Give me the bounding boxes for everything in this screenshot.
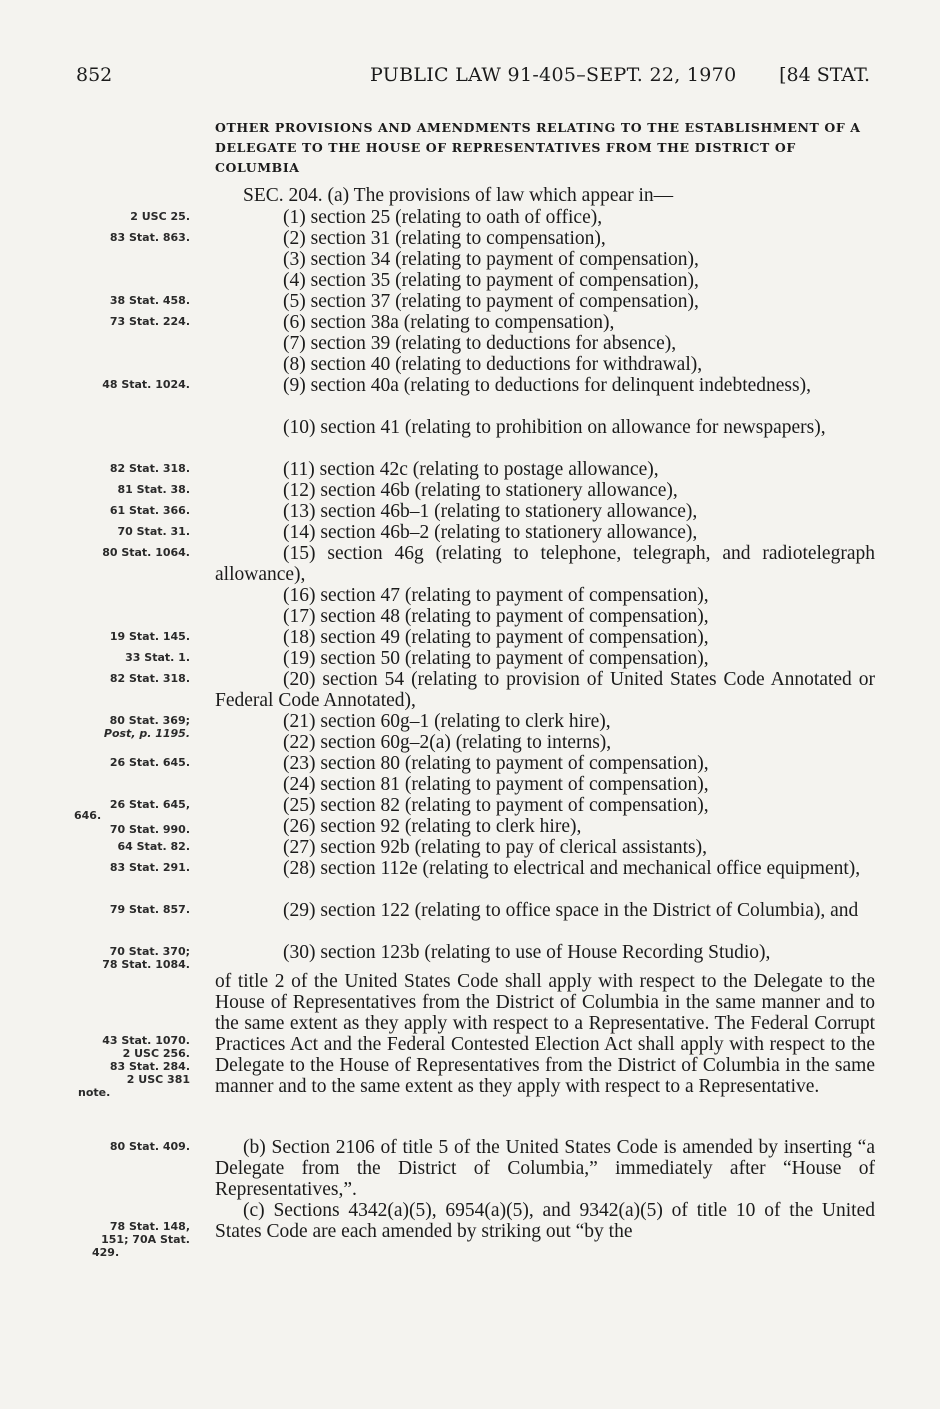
margin-note: note. (78, 1086, 111, 1099)
list-item: (7) section 39 (relating to deductions for absence), (283, 333, 677, 354)
list-item: (29) section 122 (relating to office space in the District of Columbia), and (283, 900, 859, 921)
margin-note: 26 Stat. 645. (109, 756, 190, 769)
list-item: (5) section 37 (relating to payment of compensation), (283, 291, 699, 312)
paragraph-b: (b) Section 2106 of title 5 of the United States Code is amended by inserting “a Delegate from the District of Columbia,” immediately after “House of Representatives,”. (215, 1137, 875, 1200)
margin-note: 429. (92, 1246, 120, 1259)
list-item: (26) section 92 (relating to clerk hire), (283, 816, 582, 837)
margin-note: 83 Stat. 284. (109, 1060, 190, 1073)
list-item: (13) section 46b–1 (relating to stationery allowance), (283, 501, 698, 522)
list-item: (9) section 40a (relating to deductions for delinquent indebtedness), (283, 375, 811, 396)
paragraph-c: (c) Sections 4342(a)(5), 6954(a)(5), and 9342(a)(5) of title 10 of the United States Code are each amended by striking out “by the (215, 1200, 875, 1242)
main-paragraph: of title 2 of the United States Code shall apply with respect to the Delegate to the House of Representatives from the District of Columbia in the same manner and to the same extent as they apply with respect to a Representative. The Federal Corrupt Practices Act and the Federal Contested Election Act shall apply with respect to the Delegate to the House of Representatives from the District of Columbia in the same manner and to the same extent as they apply with respect to a Representative. (215, 971, 875, 1097)
list-item: (4) section 35 (relating to payment of compensation), (283, 270, 699, 291)
margin-note: 80 Stat. 1064. (102, 546, 190, 559)
page-header (70, 60, 870, 92)
margin-note: 78 Stat. 148, (109, 1220, 190, 1233)
margin-note: 2 USC 256. (122, 1047, 190, 1060)
list-item: (2) section 31 (relating to compensation), (283, 228, 606, 249)
margin-note: 83 Stat. 863. (109, 231, 190, 244)
margin-note: 78 Stat. 1084. (102, 958, 190, 971)
list-item: (23) section 80 (relating to payment of compensation), (283, 753, 709, 774)
margin-note: 83 Stat. 291. (109, 861, 190, 874)
list-item: (12) section 46b (relating to stationery allowance), (283, 480, 678, 501)
section-intro: SEC. 204. (a) The provisions of law which appear in— (243, 185, 674, 206)
list-item: (18) section 49 (relating to payment of compensation), (283, 627, 709, 648)
list-item: (25) section 82 (relating to payment of compensation), (283, 795, 709, 816)
list-item: (3) section 34 (relating to payment of compensation), (283, 249, 699, 270)
margin-note: 80 Stat. 409. (109, 1140, 190, 1153)
margin-note: 64 Stat. 82. (117, 840, 190, 853)
list-item: (11) section 42c (relating to postage allowance), (283, 459, 659, 480)
margin-note: 646. (74, 809, 102, 822)
list-item: (19) section 50 (relating to payment of compensation), (283, 648, 709, 669)
margin-note: 151; 70A Stat. (101, 1233, 190, 1246)
margin-note: 82 Stat. 318. (109, 462, 190, 475)
margin-note: 48 Stat. 1024. (102, 378, 190, 391)
list-item: (1) section 25 (relating to oath of office), (283, 207, 603, 228)
page-number: 852 (76, 64, 113, 86)
margin-note: 38 Stat. 458. (109, 294, 190, 307)
list-item: (6) section 38a (relating to compensation), (283, 312, 615, 333)
list-item: (30) section 123b (relating to use of House Recording Studio), (283, 942, 771, 963)
margin-note: 2 USC 381 (126, 1073, 190, 1086)
running-title: PUBLIC LAW 91-405–SEPT. 22, 1970 (370, 64, 737, 86)
stat-reference: [84 STAT. (779, 64, 870, 86)
list-item: (27) section 92b (relating to pay of clerical assistants), (283, 837, 707, 858)
list-item: (15) section 46g (relating to telephone, telegraph, and radiotelegraph allowance), (215, 543, 875, 585)
list-item: (8) section 40 (relating to deductions for withdrawal), (283, 354, 703, 375)
margin-note: 33 Stat. 1. (125, 651, 190, 664)
list-item: (24) section 81 (relating to payment of compensation), (283, 774, 709, 795)
margin-note: 2 USC 25. (130, 210, 190, 223)
margin-note: 70 Stat. 370; (109, 945, 190, 958)
margin-note: 73 Stat. 224. (109, 315, 190, 328)
list-item: (22) section 60g–2(a) (relating to interns), (283, 732, 612, 753)
list-item: (21) section 60g–1 (relating to clerk hire), (283, 711, 611, 732)
margin-note: 79 Stat. 857. (109, 903, 190, 916)
margin-note: 19 Stat. 145. (109, 630, 190, 643)
margin-note: 26 Stat. 645, (109, 798, 190, 811)
list-item: (28) section 112e (relating to electrical and mechanical office equipment), (283, 858, 861, 879)
margin-note: 80 Stat. 369; (109, 714, 190, 727)
margin-note: 70 Stat. 31. (117, 525, 190, 538)
margin-note: 61 Stat. 366. (109, 504, 190, 517)
list-item: (14) section 46b–2 (relating to stationery allowance), (283, 522, 698, 543)
list-item: (17) section 48 (relating to payment of compensation), (283, 606, 709, 627)
list-item: (20) section 54 (relating to provision of United States Code Annotated or Federal Code Annotated), (215, 669, 875, 711)
list-item: (16) section 47 (relating to payment of compensation), (283, 585, 709, 606)
margin-note: Post, p. 1195. (103, 727, 190, 740)
margin-note: 43 Stat. 1070. (102, 1034, 190, 1047)
list-item: (10) section 41 (relating to prohibition on allowance for newspapers), (283, 417, 826, 438)
margin-note: 81 Stat. 38. (117, 483, 190, 496)
margin-note: 70 Stat. 990. (109, 823, 190, 836)
section-heading: OTHER PROVISIONS AND AMENDMENTS RELATING TO THE ESTABLISHMENT OF A DELEGATE TO THE HOUSE OF REPRESENTATIVES FROM THE DISTRICT OF COLUMBIA (215, 120, 861, 175)
margin-note: 82 Stat. 318. (109, 672, 190, 685)
